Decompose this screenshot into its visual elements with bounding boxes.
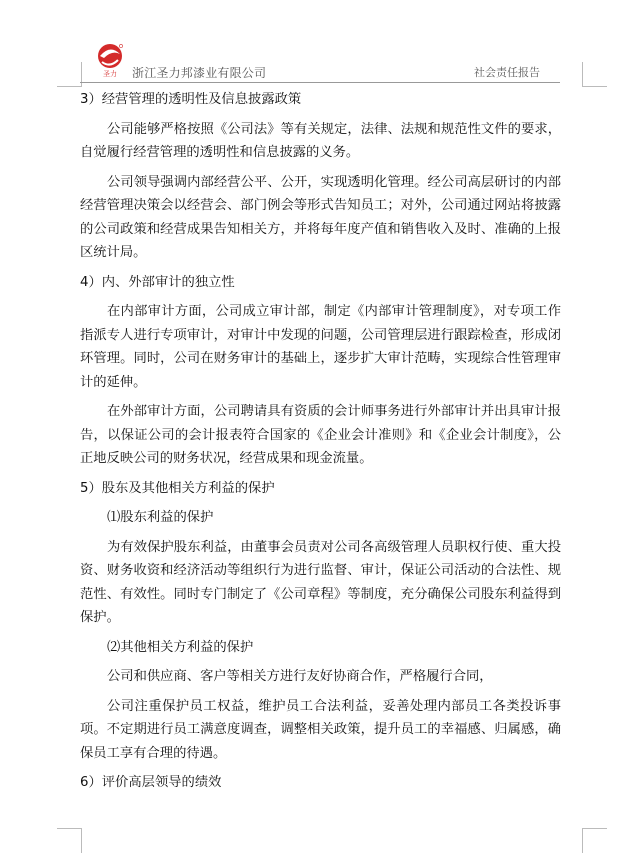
section-heading: 6）评价高层领导的绩效 <box>80 775 222 790</box>
paragraph: 公司能够严格按照《公司法》等有关规定，法律、法规和规范性文件的要求，自觉履行经营管理的透明性和信息披露的义务。 <box>80 121 561 160</box>
crop-mark-top-left <box>57 62 82 87</box>
subsection-heading: ⑴股东利益的保护 <box>107 510 214 525</box>
section-heading: 4）内、外部审计的独立性 <box>80 274 235 290</box>
crop-mark-top-right <box>582 62 607 87</box>
section-heading: 5）股东及其他相关方利益的保护 <box>80 480 275 496</box>
crop-mark-bottom-left <box>57 828 82 853</box>
svg-text:圣力: 圣力 <box>103 70 117 78</box>
subsection-heading: ⑵其他相关方利益的保护 <box>107 639 254 655</box>
paragraph: 公司注重保护员工权益，维护员工合法利益，妥善处理内部员工各类投诉事项。不定期进行员工满意度调查，调整相关政策，提升员工的幸福感、归属感，确保员工享有合理的待遇。 <box>80 698 561 761</box>
section-heading: 3）经营管理的透明性及信息披露政策 <box>80 92 302 107</box>
page-header <box>80 38 560 83</box>
paragraph: 公司领导强调内部经营公平、公开，实现透明化管理。经公司高层研讨的内部经营管理决策会以经营会、部门例会等形式告知员工；对外，公司通过网站将披露的公司政策和经营成果告知相关方，并将每年度产值和销售收入及时、准确的上报区统计局。 <box>80 174 561 260</box>
paragraph: 为有效保护股东利益，由董事会员责对公司各高级管理人员职权行使、重大投资、财务收资和经济活动等组织行为进行监督、审计，保证公司活动的合法性、规范性、有效性。同时专门制定了《公司章程》等制度，充分确保公司股东利益得到保护。 <box>80 539 561 625</box>
document-body <box>80 88 561 801</box>
paragraph: 在外部审计方面，公司聘请具有资质的会计师事务进行外部审计并出具审计报告，以保证公司的会计报表符合国家的《企业会计准则》和《企业会计制度》，公正地反映公司的财务状况，经营成果和现金流量。 <box>80 404 561 466</box>
crop-mark-bottom-right <box>582 828 607 853</box>
company-logo-icon <box>90 40 130 78</box>
report-title: 社会责任报告 <box>474 66 540 79</box>
paragraph: 公司和供应商、客户等相关方进行友好协商合作，严格履行合同， <box>107 669 493 684</box>
company-name: 浙江圣力邦漆业有限公司 <box>132 66 267 80</box>
paragraph: 在内部审计方面，公司成立审计部，制定《内部审计管理制度》，对专项工作指派专人进行专项审计，对审计中发现的问题，公司管理层进行跟踪检查，形成闭环管理。同时，公司在财务审计的基础上，逐步扩大审计范畴，实现综合性管理审计的延伸。 <box>80 304 561 390</box>
